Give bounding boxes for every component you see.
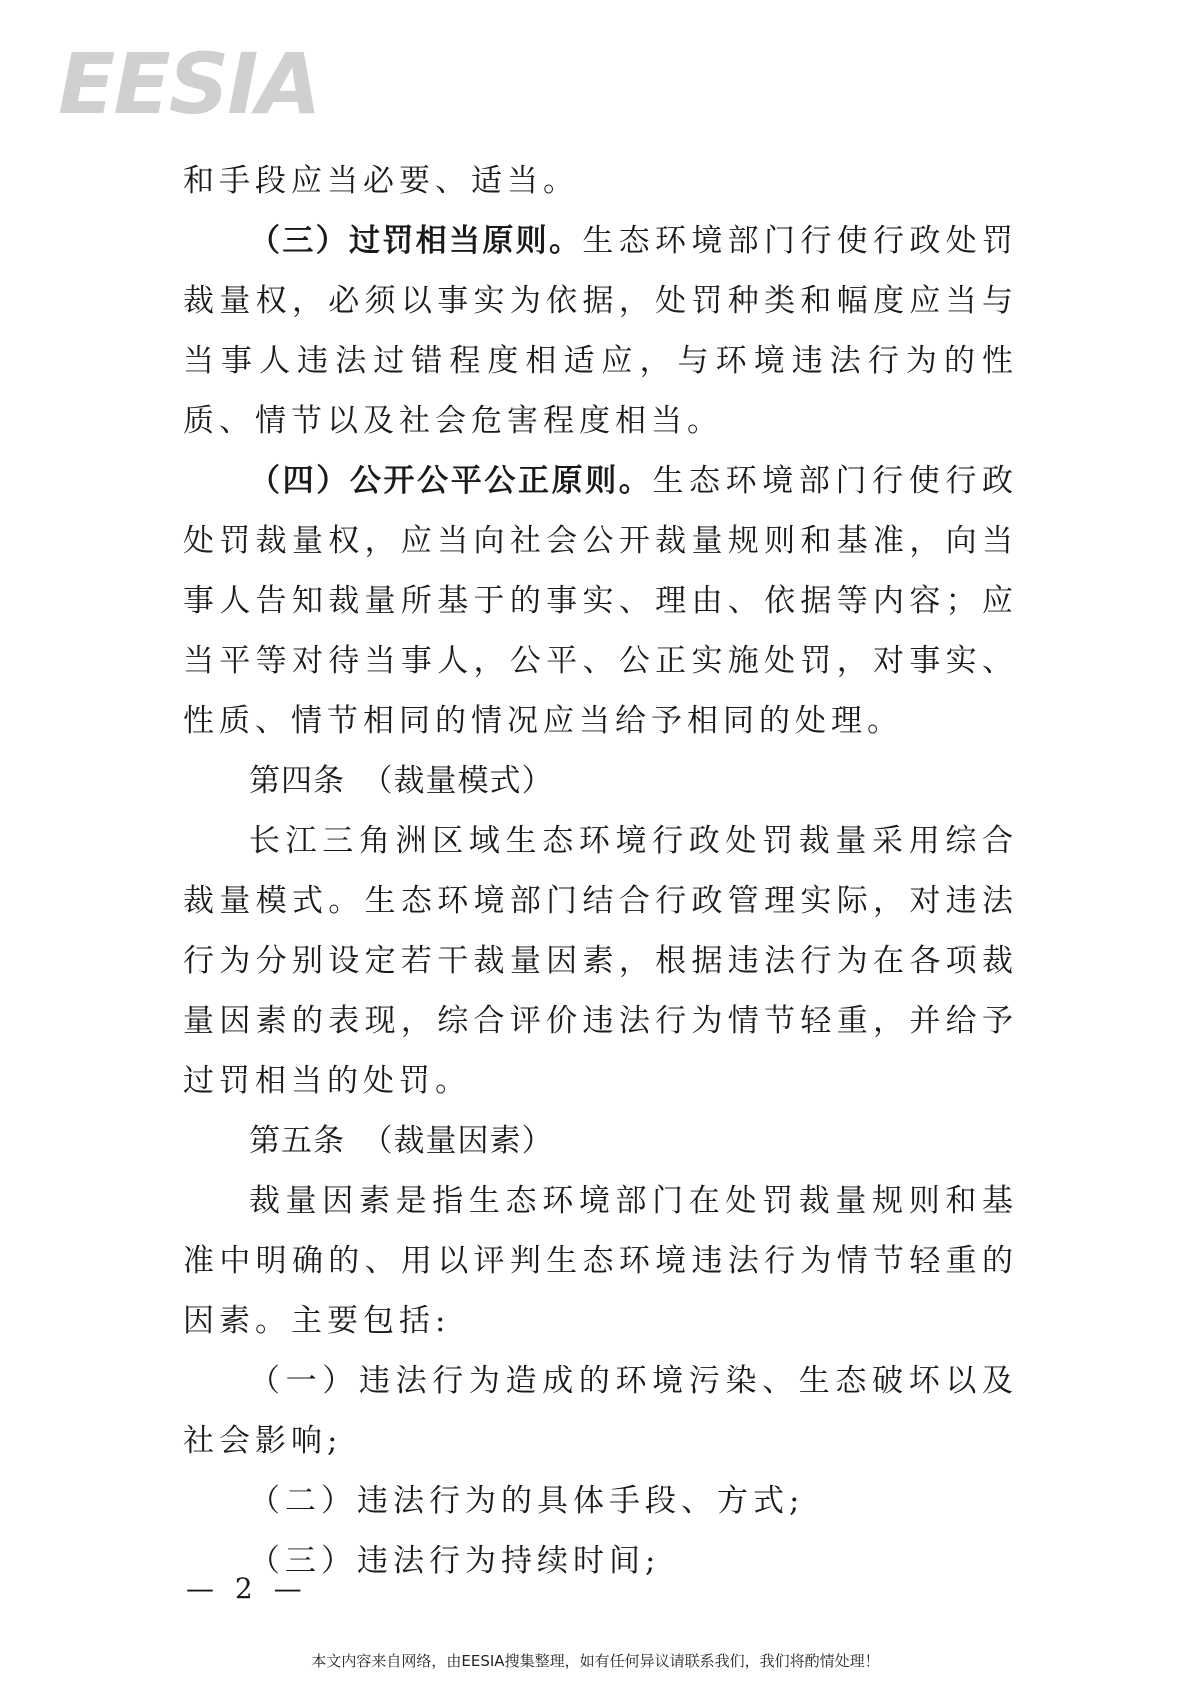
list-item-2 [183,1471,1018,1531]
paragraph-principle-3 [183,211,1018,451]
page-number: — 2 — [186,1572,308,1605]
paragraph-text: （三）违法行为持续时间; [249,1543,661,1579]
paragraph-heading: （四）公开公平公正原则。 [249,463,653,499]
document-body [183,151,1018,1591]
paragraph-article-5 [183,1171,1018,1351]
list-item-1 [183,1351,1018,1471]
list-item-3 [183,1531,1018,1591]
footer-notice: 本文内容来自网络，由EESIA搜集整理，如有任何异议请联系我们，我们将酌情处理！ [311,1652,880,1670]
paragraph-text: 裁量因素是指生态环境部门在处罚裁量规则和基准中明确的、用以评判生态环境违法行为情节轻重的因素。主要包括: [183,1183,1018,1339]
paragraph-heading: （三）过罚相当原则。 [249,223,583,259]
article-heading: 第五条 （裁量因素） [249,1123,554,1159]
paragraph-text: （一）违法行为造成的环境污染、生态破坏以及社会影响; [183,1363,1018,1459]
paragraph-text: 和手段应当必要、适当。 [183,163,579,199]
paragraph-text: 长江三角洲区域生态环境行政处罚裁量采用综合裁量模式。生态环境部门结合行政管理实际，对违法行为分别设定若干裁量因素，根据违法行为在各项裁量因素的表现，综合评价违法行为情节轻重，并给予过罚相当的处罚。 [183,823,1018,1099]
article-heading: 第四条 （裁量模式） [249,763,554,799]
article-4-heading [183,751,1018,811]
eesia-watermark-logo: EESIA [58,35,320,133]
paragraph-text: 生态环境部门行使行政处罚裁量权，应当向社会公开裁量规则和基准，向当事人告知裁量所基于的事实、理由、依据等内容；应当平等对待当事人，公平、公正实施处罚，对事实、性质、情节相同的情况应当给予相同的处理。 [183,463,1019,739]
paragraph-continuation [183,151,1018,211]
paragraph-principle-4 [183,451,1018,751]
paragraph-text: （二）违法行为的具体手段、方式; [249,1483,805,1519]
paragraph-article-4 [183,811,1018,1111]
article-5-heading [183,1111,1018,1171]
paragraph-text: 生态环境部门行使行政处罚裁量权，必须以事实为依据，处罚种类和幅度应当与当事人违法过错程度相适应，与环境违法行为的性质、情节以及社会危害程度相当。 [183,223,1019,439]
